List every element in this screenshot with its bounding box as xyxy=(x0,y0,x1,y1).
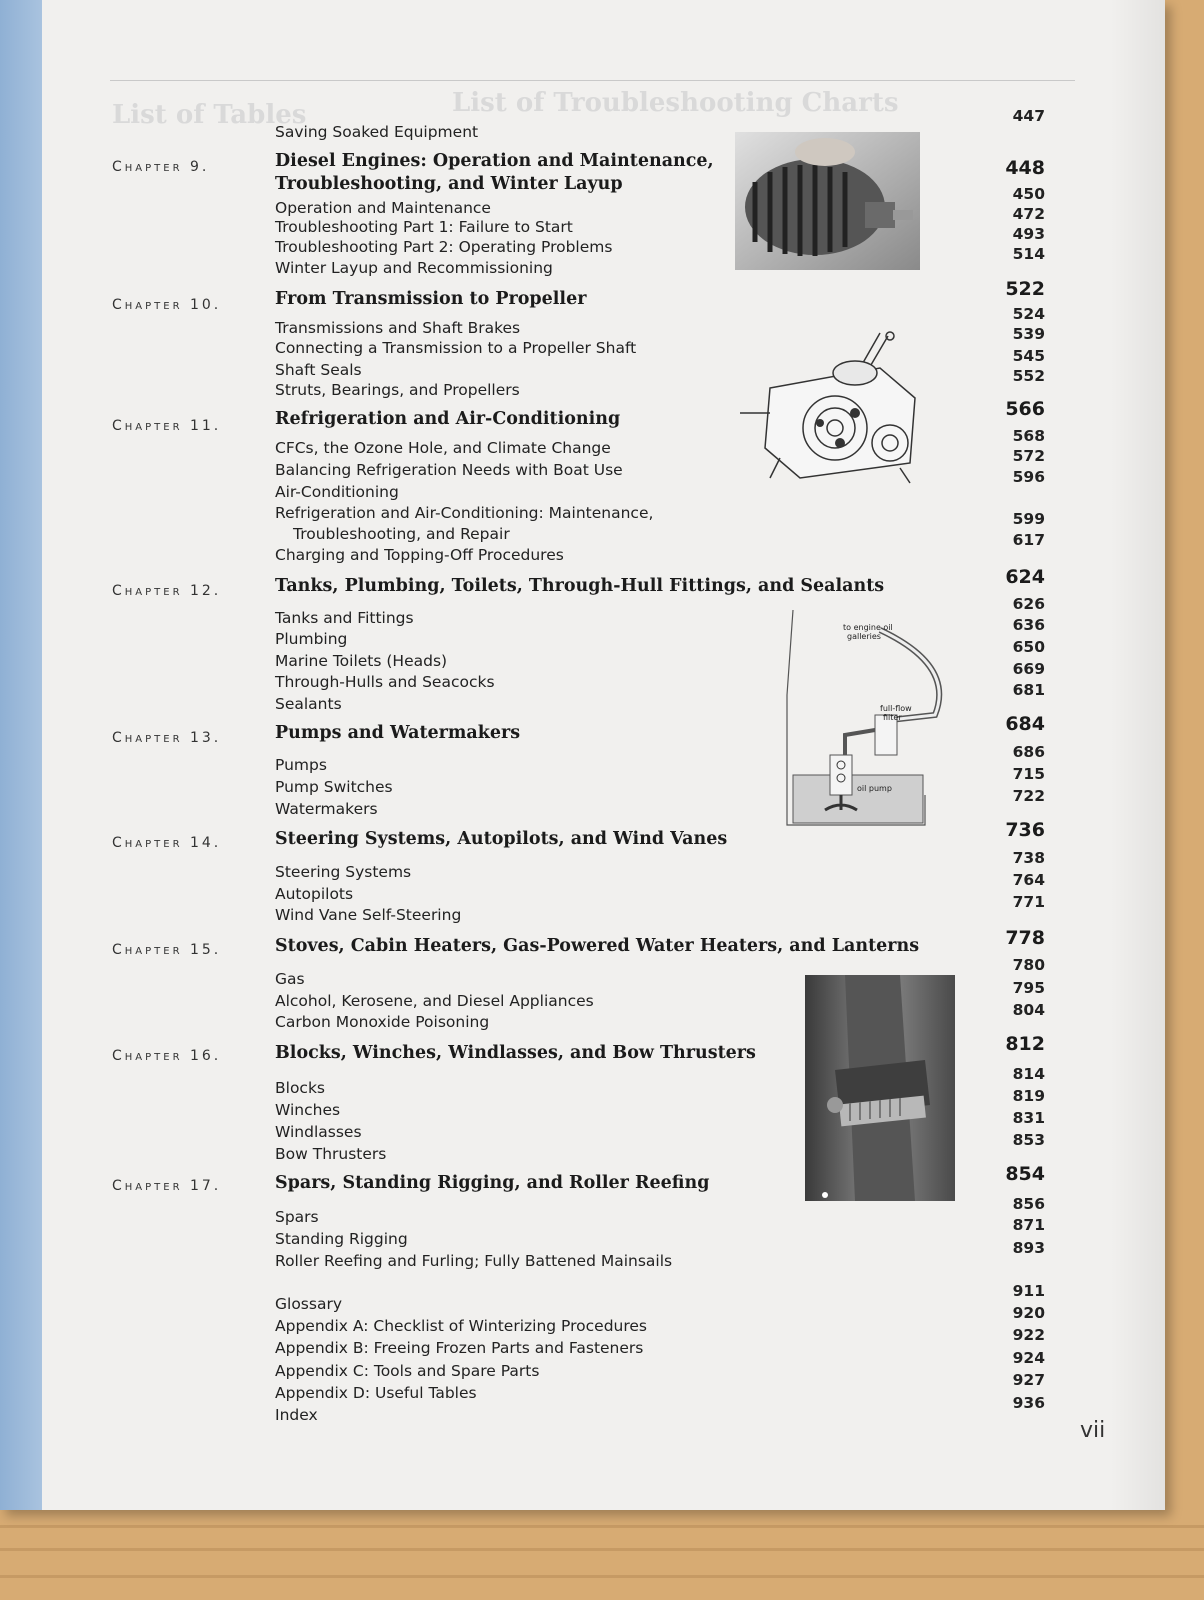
starter-motor-photo xyxy=(735,132,920,270)
section-title: Watermakers xyxy=(275,800,378,818)
section-page-number: 552 xyxy=(1012,367,1045,385)
back-matter-page-number: 922 xyxy=(1012,1326,1045,1344)
back-matter-title: Appendix B: Freeing Frozen Parts and Fasteners xyxy=(275,1339,644,1357)
section-page-number: 493 xyxy=(1012,225,1045,243)
section-title: Balancing Refrigeration Needs with Boat Use xyxy=(275,461,623,479)
section-title: Wind Vane Self-Steering xyxy=(275,906,462,924)
section-title: Autopilots xyxy=(275,885,354,903)
section-page-number: 715 xyxy=(1012,765,1045,783)
chapter-title: Troubleshooting, and Winter Layup xyxy=(275,174,623,194)
chapter-page-number: 736 xyxy=(1005,819,1045,841)
back-matter-page-number: 924 xyxy=(1012,1349,1045,1367)
chapter-title: Refrigeration and Air-Conditioning xyxy=(275,409,621,429)
section-title: Through-Hulls and Seacocks xyxy=(275,673,495,691)
section-page-number: 568 xyxy=(1012,427,1045,445)
section-title: Blocks xyxy=(275,1079,325,1097)
section-title: Carbon Monoxide Poisoning xyxy=(275,1013,490,1031)
section-title: Operation and Maintenance xyxy=(275,199,491,217)
chapter-page-number: 566 xyxy=(1005,398,1045,420)
section-page-number: 539 xyxy=(1012,325,1045,343)
section-title: Roller Reefing and Furling; Fully Battened Mainsails xyxy=(275,1252,673,1270)
chapter-title: Blocks, Winches, Windlasses, and Bow Thrusters xyxy=(275,1043,756,1063)
section-title: Windlasses xyxy=(275,1123,362,1141)
section-page-number: 626 xyxy=(1012,595,1045,613)
chapter-label: Chapter 9. xyxy=(112,159,210,175)
diagram-label-engine-oil-2: galleries xyxy=(847,632,881,641)
section-page-number: 771 xyxy=(1012,893,1045,911)
section-title: Alcohol, Kerosene, and Diesel Appliances xyxy=(275,992,594,1010)
page-number: vii xyxy=(1080,1418,1106,1443)
hose-clamp-photo xyxy=(805,975,955,1201)
section-title: Sealants xyxy=(275,695,342,713)
section-title: Troubleshooting, and Repair xyxy=(293,525,510,543)
section-page-number: 853 xyxy=(1012,1131,1045,1149)
diagram-label-filter-2: filter xyxy=(883,713,902,722)
section-title: Tanks and Fittings xyxy=(275,609,414,627)
chapter-label: Chapter 10. xyxy=(112,297,222,313)
section-page-number: 524 xyxy=(1012,305,1045,323)
chapter-title: Tanks, Plumbing, Toilets, Through-Hull Fittings, and Sealants xyxy=(275,576,885,596)
section-page-number: 738 xyxy=(1012,849,1045,867)
section-page-number: 599 xyxy=(1012,510,1045,528)
section-title: Spars xyxy=(275,1208,319,1226)
section-page-number: 669 xyxy=(1012,660,1045,678)
section-page-number: 681 xyxy=(1012,681,1045,699)
section-title: CFCs, the Ozone Hole, and Climate Change xyxy=(275,439,611,457)
chapter-label: Chapter 11. xyxy=(112,418,222,434)
section-title: Pump Switches xyxy=(275,778,393,796)
back-matter-title: Appendix C: Tools and Spare Parts xyxy=(275,1362,540,1380)
back-matter-title: Glossary xyxy=(275,1295,342,1313)
section-title: Winter Layup and Recommissioning xyxy=(275,259,553,277)
back-matter-title: Appendix D: Useful Tables xyxy=(275,1384,477,1402)
section-title: Plumbing xyxy=(275,630,348,648)
section-page-number: 804 xyxy=(1012,1001,1045,1019)
toc-entry-page: 447 xyxy=(1012,107,1045,125)
section-title: Refrigeration and Air-Conditioning: Maintenance, xyxy=(275,504,654,522)
section-title: Connecting a Transmission to a Propeller Shaft xyxy=(275,339,637,357)
chapter-title: Diesel Engines: Operation and Maintenance, xyxy=(275,151,714,171)
chapter-label: Chapter 13. xyxy=(112,730,222,746)
chapter-label: Chapter 12. xyxy=(112,583,222,599)
page-shading xyxy=(1110,0,1165,1510)
section-title: Air-Conditioning xyxy=(275,483,399,501)
chapter-title: Spars, Standing Rigging, and Roller Reefing xyxy=(275,1173,710,1193)
section-page-number: 596 xyxy=(1012,468,1045,486)
show-through-heading-left: List of Tables xyxy=(112,100,307,130)
section-page-number: 814 xyxy=(1012,1065,1045,1083)
section-title: Gas xyxy=(275,970,305,988)
section-page-number: 780 xyxy=(1012,956,1045,974)
chapter-title: Steering Systems, Autopilots, and Wind Vanes xyxy=(275,829,728,849)
back-matter-page-number: 920 xyxy=(1012,1304,1045,1322)
back-matter-page-number: 911 xyxy=(1012,1282,1045,1300)
section-title: Transmissions and Shaft Brakes xyxy=(275,319,521,337)
header-rule xyxy=(110,80,1075,81)
section-title: Charging and Topping-Off Procedures xyxy=(275,546,564,564)
chapter-page-number: 522 xyxy=(1005,278,1045,300)
section-title: Steering Systems xyxy=(275,863,412,881)
lubrication-system-diagram xyxy=(785,605,955,830)
section-page-number: 572 xyxy=(1012,447,1045,465)
chapter-title: Pumps and Watermakers xyxy=(275,723,521,743)
chapter-label: Chapter 14. xyxy=(112,835,222,851)
section-page-number: 871 xyxy=(1012,1216,1045,1234)
section-title: Bow Thrusters xyxy=(275,1145,387,1163)
section-title: Troubleshooting Part 1: Failure to Start xyxy=(275,218,573,236)
section-title: Winches xyxy=(275,1101,341,1119)
section-page-number: 472 xyxy=(1012,205,1045,223)
section-page-number: 636 xyxy=(1012,616,1045,634)
chapter-page-number: 778 xyxy=(1005,927,1045,949)
section-page-number: 545 xyxy=(1012,347,1045,365)
diagram-label-engine-oil-1: to engine oil xyxy=(843,623,893,632)
chapter-label: Chapter 15. xyxy=(112,942,222,958)
section-page-number: 722 xyxy=(1012,787,1045,805)
back-matter-title: Index xyxy=(275,1406,318,1424)
section-page-number: 650 xyxy=(1012,638,1045,656)
back-matter-title: Appendix A: Checklist of Winterizing Procedures xyxy=(275,1317,647,1335)
chapter-label: Chapter 16. xyxy=(112,1048,222,1064)
section-page-number: 450 xyxy=(1012,185,1045,203)
transmission-drawing xyxy=(740,328,930,488)
chapter-title: From Transmission to Propeller xyxy=(275,289,587,309)
chapter-page-number: 448 xyxy=(1005,157,1045,179)
section-page-number: 514 xyxy=(1012,245,1045,263)
section-page-number: 617 xyxy=(1012,531,1045,549)
section-page-number: 795 xyxy=(1012,979,1045,997)
show-through-heading-right: List of Troubleshooting Charts xyxy=(452,88,899,118)
chapter-page-number: 854 xyxy=(1005,1163,1045,1185)
toc-entry-label: Saving Soaked Equipment xyxy=(275,123,479,141)
section-page-number: 686 xyxy=(1012,743,1045,761)
section-page-number: 819 xyxy=(1012,1087,1045,1105)
section-title: Struts, Bearings, and Propellers xyxy=(275,381,520,399)
section-title: Shaft Seals xyxy=(275,361,362,379)
chapter-title: Stoves, Cabin Heaters, Gas-Powered Water Heaters, and Lanterns xyxy=(275,936,920,956)
section-title: Marine Toilets (Heads) xyxy=(275,652,448,670)
chapter-label: Chapter 17. xyxy=(112,1178,222,1194)
chapter-page-number: 812 xyxy=(1005,1033,1045,1055)
section-title: Standing Rigging xyxy=(275,1230,408,1248)
chapter-page-number: 624 xyxy=(1005,566,1045,588)
section-page-number: 856 xyxy=(1012,1195,1045,1213)
diagram-label-filter-1: full-flow xyxy=(880,704,912,713)
section-page-number: 764 xyxy=(1012,871,1045,889)
chapter-page-number: 684 xyxy=(1005,713,1045,735)
section-page-number: 893 xyxy=(1012,1239,1045,1257)
page-blue-edge xyxy=(0,0,42,1510)
back-matter-page-number: 927 xyxy=(1012,1371,1045,1389)
back-matter-page-number: 936 xyxy=(1012,1394,1045,1412)
section-page-number: 831 xyxy=(1012,1109,1045,1127)
section-title: Troubleshooting Part 2: Operating Problems xyxy=(275,238,613,256)
diagram-label-oil-pump: oil pump xyxy=(857,784,892,793)
section-title: Pumps xyxy=(275,756,327,774)
